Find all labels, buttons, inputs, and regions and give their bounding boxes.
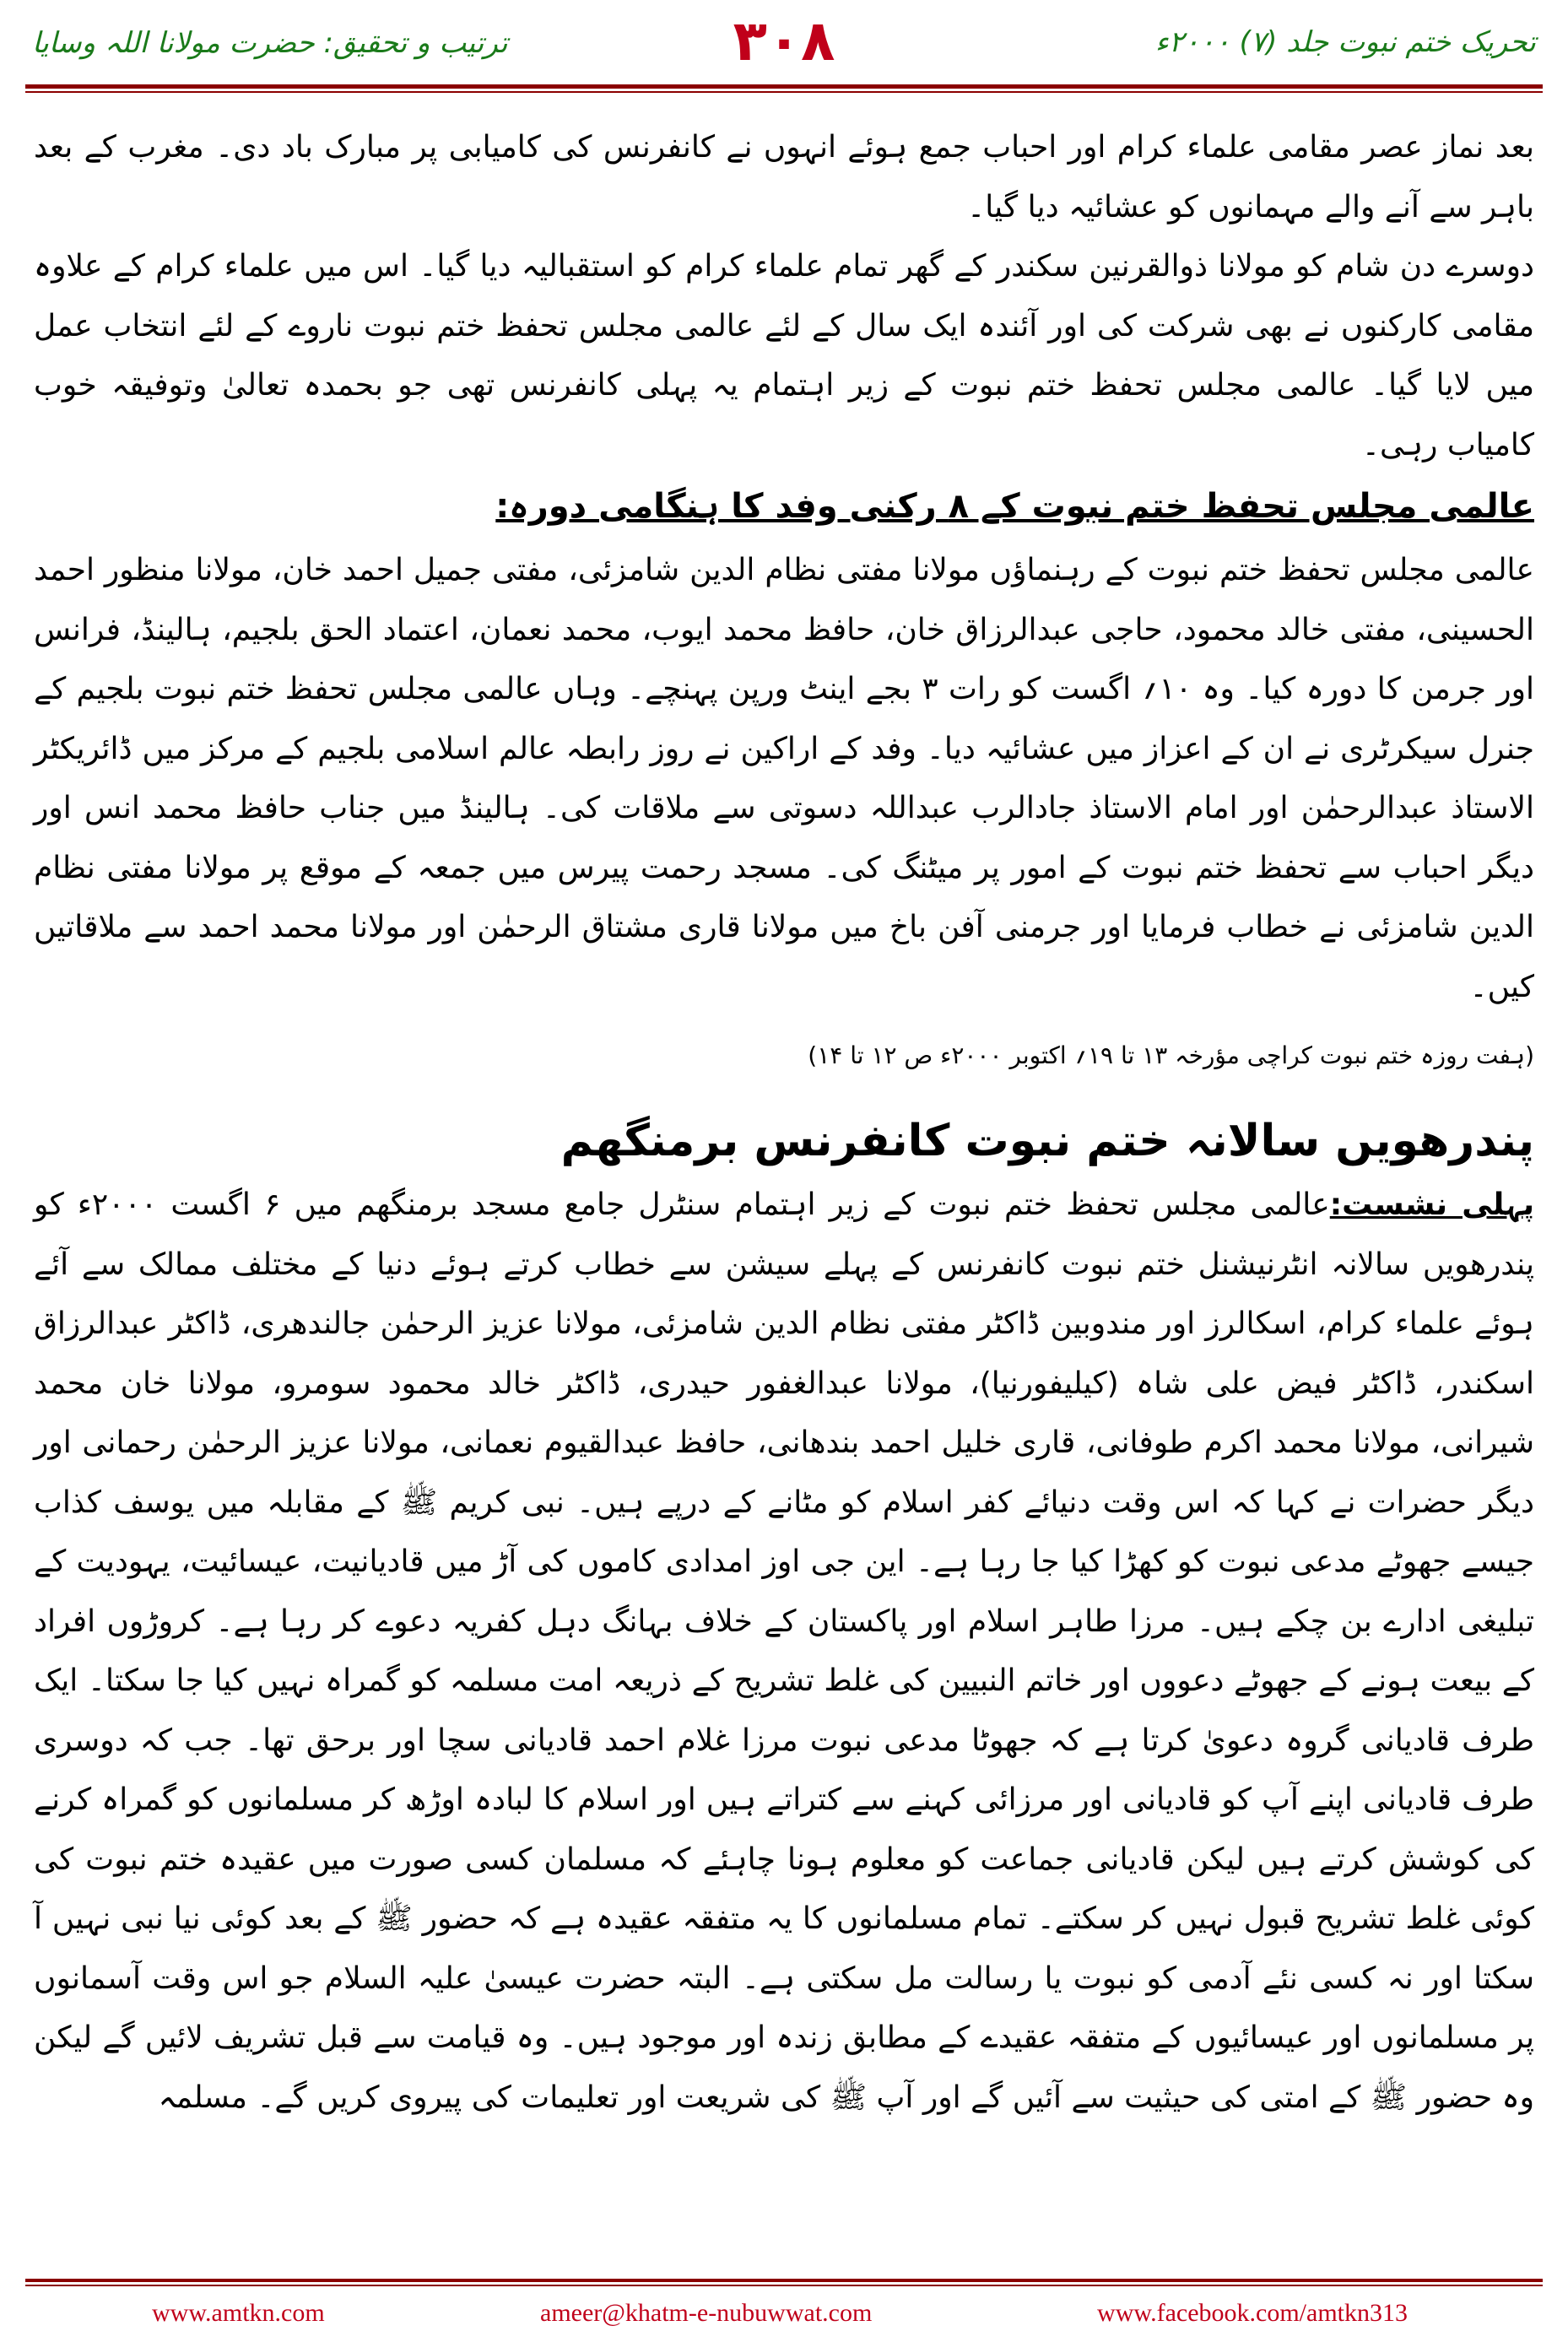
footer-rule xyxy=(25,2279,1543,2282)
header-rule-thin xyxy=(25,91,1543,93)
paragraph-3: عالمی مجلس تحفظ ختم نبوت کے رہنماؤں مولانا مفتی نظام الدین شامزئی، مفتی جمیل احمد خان، مولانا منظور احمد الحسینی، مفتی خالد محمود، حاجی عبدالرزاق خان، حافظ محمد ایوب، محمد نعمان، اعتماد الحق بلجیم، ہالینڈ، فرانس اور جرمن کا دورہ کیا۔ وہ ۱۰؍ اگست کو رات ۳ بجے اینٹ ورپن پہنچے۔ وہاں عالمی مجلس تحفظ ختم نبوت بلجیم کے جنرل سیکرٹری نے ان کے اعزاز میں عشائیہ دیا۔ وفد کے اراکین نے روز رابطہ عالم اسلامی بلجیم کے مرکز میں ڈائریکٹر الاستاذ عبدالرحمٰن اور امام الاستاذ جادالرب عبداللہ دسوتی سے ملاقات کی۔ ہالینڈ میں جناب حافظ محمد انس اور دیگر احباب سے تحفظ ختم نبوت کے امور پر میٹنگ کی۔ مسجد رحمت پیرس میں جمعہ کے موقع پر مولانا مفتی نظام الدین شامزئی نے خطاب فرمایا اور جرمنی آفن باخ میں مولانا قاری مشتاق الرحمٰن اور مولانا محمد احمد سے ملاقاتیں کیں۔ xyxy=(34,553,1534,1004)
footer-rule-thin xyxy=(25,2285,1543,2286)
paragraph-4-lead: پہلی نشست: xyxy=(1329,1187,1535,1222)
header-book-title: تحریک ختم نبوت جلد (۷) ۲۰۰۰ء xyxy=(1154,25,1536,59)
page-number: ۳۰۸ xyxy=(733,8,835,73)
paragraph-2: دوسرے دن شام کو مولانا ذوالقرنین سکندر کے گھر تمام علماء کرام کو استقبالیہ دیا گیا۔ اس میں علماء کرام کے علاوہ مقامی کارکنوں نے بھی شرکت کی اور آئندہ ایک سال کے لئے عالمی مجلس تحفظ ختم نبوت ناروے کے لئے انتخاب عمل میں لایا گیا۔ عالمی مجلس تحفظ ختم نبوت کے زیر اہتمام یہ پہلی کانفرنس تھی جو بحمدہ تعالیٰ وتوفیقہ خوب کامیاب رہی۔ xyxy=(34,249,1534,462)
paragraph-1: بعد نماز عصر مقامی علماء کرام اور احباب جمع ہوئے انہوں نے کانفرنس کی کامیابی پر مبارک باد دی۔ مغرب کے بعد باہر سے آنے والے مہمانوں کو عشائیہ دیا گیا۔ xyxy=(34,130,1534,224)
footer-email-link[interactable]: ameer@khatm-e-nubuwwat.com xyxy=(540,2299,873,2327)
page-footer xyxy=(0,2279,1568,2342)
footer-facebook-link[interactable]: www.facebook.com/amtkn313 xyxy=(1097,2299,1408,2327)
paragraph-4-text: عالمی مجلس تحفظ ختم نبوت کے زیر اہتمام سنٹرل جامع مسجد برمنگھم میں ۶ اگست ۲۰۰۰ء کو پندرھویں سالانہ انٹرنیشنل ختم نبوت کانفرنس کے پہلے سیشن سے خطاب کرتے ہوئے دنیا کے مختلف ممالک سے آئے ہوئے علماء کرام، اسکالرز اور مندوبین ڈاکٹر مفتی نظام الدین شامزئی، مولانا عزیز الرحمٰن جالندھری، ڈاکٹر عبدالرزاق اسکندر، ڈاکٹر فیض علی شاہ (کیلیفورنیا)، مولانا عبدالغفور حیدری، ڈاکٹر خالد محمود سومرو، مولانا خان محمد شیرانی، مولانا محمد اکرم طوفانی، قاری خلیل احمد بندھانی، حافظ عبدالقیوم نعمانی، مولانا عزیز الرحمٰن رحمانی اور دیگر حضرات نے کہا کہ اس وقت دنیائے کفر اسلام کو مٹانے کے درپے ہیں۔ نبی کریم ﷺ کے مقابلہ میں یوسف کذاب جیسے جھوٹے مدعی نبوت کو کھڑا کیا جا رہا ہے۔ این جی اوز امدادی کاموں کی آڑ میں قادیانیت، عیسائیت، یہودیت کے تبلیغی ادارے بن چکے ہیں۔ مرزا طاہر اسلام اور پاکستان کے خلاف بہانگ دہل کفریہ دعوے کر رہا ہے۔ کروڑوں افراد کے بیعت ہونے کے جھوٹے دعووں اور خاتم النبیین کی غلط تشریح کے ذریعہ امت مسلمہ کو گمراہ نہیں کیا جا سکتا۔ ایک طرف قادیانی گروہ دعویٰ کرتا ہے کہ جھوٹا مدعی نبوت مرزا غلام احمد قادیانی سچا اور برحق تھا۔ جب کہ دوسری طرف قادیانی اپنے آپ کو قادیانی اور مرزائی کہنے سے کتراتے ہیں اور اسلام کا لبادہ اوڑھ کر مسلمانوں کو گمراہ کرنے کی کوشش کرتے ہیں لیکن قادیانی جماعت کو معلوم ہونا چاہئے کہ مسلمان کسی صورت میں عقیدہ ختم نبوت کی کوئی غلط تشریح قبول نہیں کر سکتے۔ تمام مسلمانوں کا یہ متفقہ عقیدہ ہے کہ حضور ﷺ کے بعد کوئی نیا نبی نہیں آ سکتا اور نہ کسی نئے آدمی کو نبوت یا رسالت مل سکتی ہے۔ البتہ حضرت عیسیٰ علیہ السلام جو اس وقت آسمانوں پر مسلمانوں اور عیسائیوں کے متفقہ عقیدے کے مطابق زندہ اور موجود ہیں۔ وہ قیامت سے قبل تشریف لائیں گے لیکن وہ حضور ﷺ کے امتی کی حیثیت سے آئیں گے اور آپ ﷺ کی شریعت اور تعلیمات کی پیروی کریں گے۔ مسلمہ xyxy=(34,1187,1534,2115)
source-reference: (ہفت روزہ ختم نبوت کراچی مؤرخہ ۱۳ تا ۱۹؍ اکتوبر ۲۰۰۰ء ص ۱۲ تا ۱۴) xyxy=(808,1041,1534,1069)
page-header xyxy=(0,0,1568,89)
footer-website-link[interactable]: www.amtkn.com xyxy=(152,2299,325,2327)
header-rule xyxy=(25,84,1543,89)
header-compiler: ترتیب و تحقیق: حضرت مولانا اللہ وسایا xyxy=(32,26,508,60)
section-title: پندرھویں سالانہ ختم نبوت کانفرنس برمنگھم xyxy=(560,1116,1534,1166)
paragraph-4 xyxy=(34,1176,1534,2128)
page-body xyxy=(34,118,1534,2128)
subheading-delegation: عالمی مجلس تحفظ ختم نبوت کے ۸ رکنی وفد کا ہنگامی دورہ: xyxy=(495,487,1534,526)
